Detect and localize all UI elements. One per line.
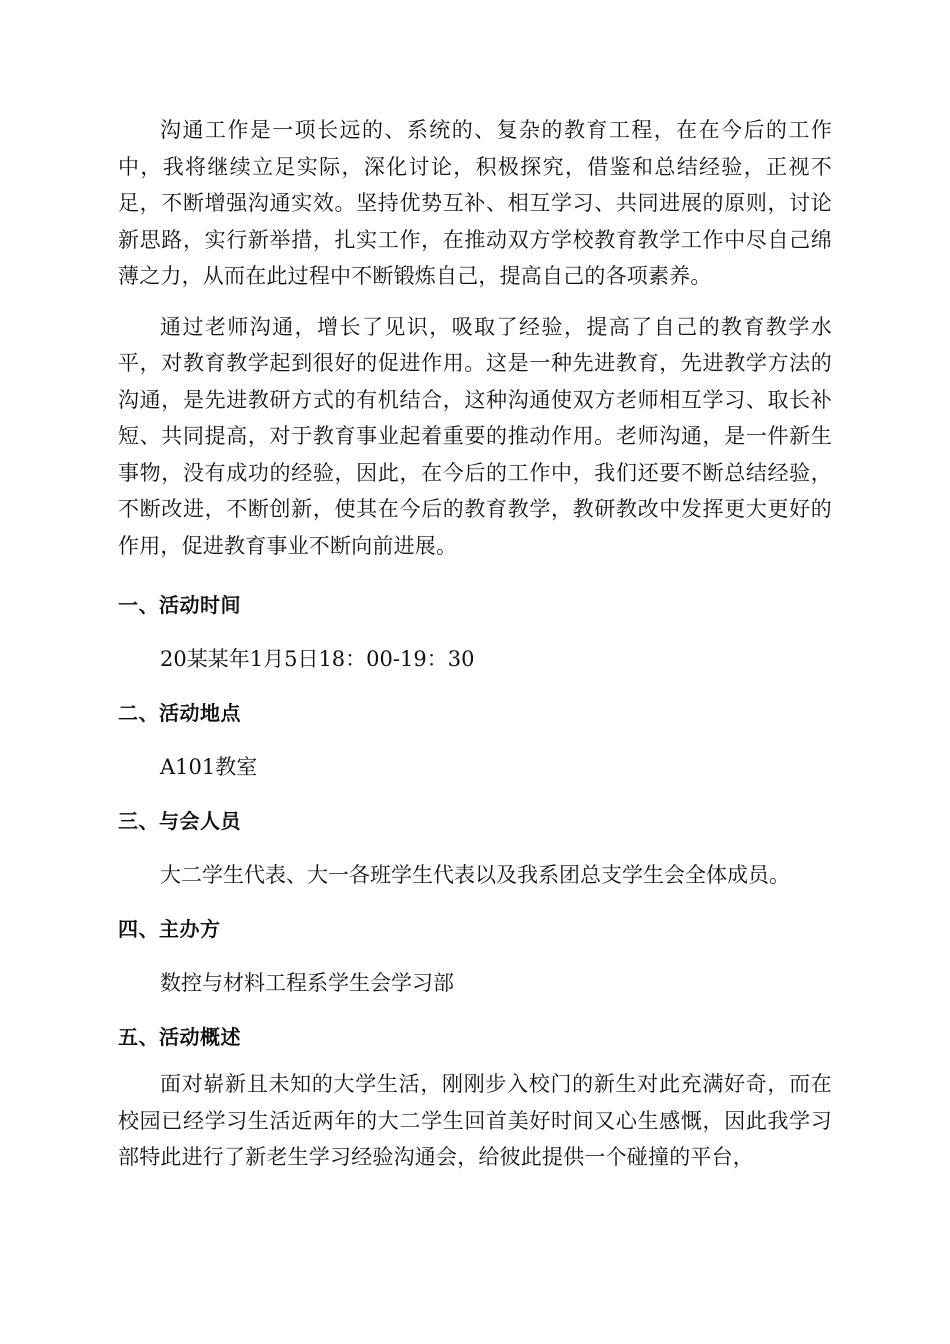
document-body [118,112,832,1190]
section-organizer [118,902,832,1010]
section-content: A101教室 [160,755,258,779]
section-content: 大二学生代表、大一各班学生代表以及我系团总支学生会全体成员。 [160,863,790,887]
section-content: 数控与材料工程系学生会学习部 [160,971,454,995]
section-heading: 五、活动概述 [118,1025,241,1049]
section-overview [118,1010,832,1176]
section-content: 20某某年1月5日18：00-19：30 [160,647,475,671]
section-attendees [118,794,832,902]
paragraph-2: 通过老师沟通，增长了见识，吸取了经验，提高了自己的教育教学水平，对教育教学起到很好的促进作用。这是一种先进教育，先进教学方法的沟通，是先进教研方式的有机结合，这种沟通使双方老师相互学习、取长补短、共同提高，对于教育事业起着重要的推动作用。老师沟通，是一件新生事物，没有成功的经验，因此，在今后的工作中，我们还要不断总结经验，不断改进，不断创新，使其在今后的教育教学，教研教改中发挥更大更好的作用，促进教育事业不断向前进展。 [118,314,832,558]
section-heading: 二、活动地点 [118,701,241,725]
overview-paragraph: 面对崭新且未知的大学生活，刚刚步入校门的新生对此充满好奇，而在校园已经学习生活近两年的大二学生回首美好时间又心生感慨，因此我学习部特此进行了新老生学习经验沟通会，给彼此提供一个碰撞的平台， [118,1072,832,1169]
section-heading: 四、主办方 [118,917,221,941]
section-location [118,686,832,794]
paragraph-1: 沟通工作是一项长远的、系统的、复杂的教育工程，在在今后的工作中，我将继续立足实际，深化讨论，积极探究，借鉴和总结经验，正视不足，不断增强沟通实效。坚持优势互补、相互学习、共同进展的原则，讨论新思路，实行新举措，扎实工作，在推动双方学校教育教学工作中尽自己绵薄之力，从而在此过程中不断锻炼自己，提高自己的各项素养。 [118,118,832,288]
section-time [118,578,832,686]
section-heading: 一、活动时间 [118,593,241,617]
section-heading: 三、与会人员 [118,809,241,833]
